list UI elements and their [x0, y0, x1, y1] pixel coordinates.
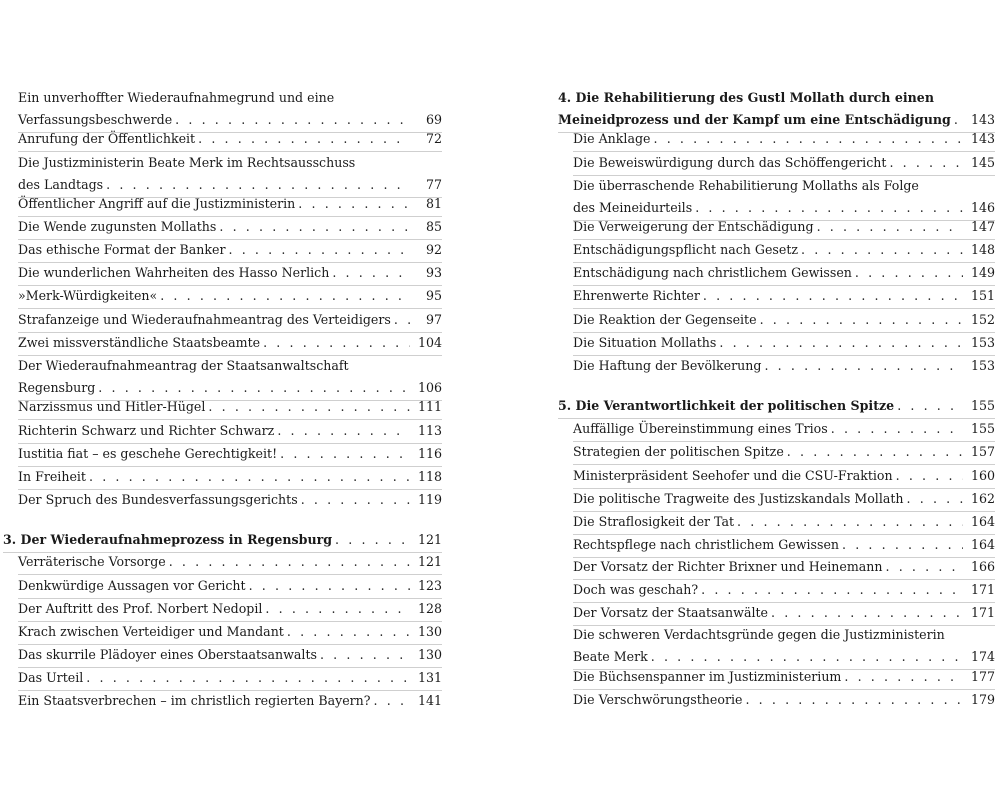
leader-dots	[737, 511, 963, 533]
page-number: 162	[970, 491, 995, 506]
page-number: 113	[417, 423, 442, 438]
leader-dots	[229, 239, 411, 261]
toc-entry[interactable]	[18, 644, 442, 666]
entry-title: Rechtspflege nach christlichem Gewissen	[573, 537, 840, 552]
entry-title: 5. Die Verantwortlichkeit der politischen Spitze	[558, 398, 895, 413]
page-number: 111	[417, 399, 442, 414]
page-number: 152	[970, 312, 995, 327]
page-number: 130	[417, 647, 442, 662]
page-number: 69	[425, 112, 442, 127]
page-number: 92	[425, 242, 442, 257]
leader-dots	[280, 443, 410, 465]
leader-dots	[801, 239, 963, 261]
entry-title: Anrufung der Öffentlichkeit	[18, 131, 196, 146]
entry-title: Die politische Tragweite des Justizskandals Mollath	[573, 491, 904, 506]
toc-entry[interactable]	[573, 666, 995, 688]
entry-title: Entschädigung nach christlichem Gewissen	[573, 265, 852, 280]
leader-dots	[787, 441, 963, 463]
entry-title: Iustitia fiat – es geschehe Gerechtigkeit!	[18, 446, 278, 461]
entry-title: Entschädigungspflicht nach Gesetz	[573, 242, 799, 257]
page-number: 155	[970, 421, 995, 436]
page-number: 151	[970, 288, 995, 303]
leader-dots	[263, 332, 410, 354]
entry-title: Doch was geschah?	[573, 582, 699, 597]
leader-dots	[907, 488, 963, 510]
entry-title: Ein unverhoffter Wiederaufnahmegrund und eine	[18, 90, 335, 105]
page-number: 157	[970, 444, 995, 459]
toc-entry[interactable]	[18, 420, 442, 442]
entry-title: Der Auftritt des Prof. Norbert Nedopil	[18, 601, 263, 616]
toc-entry[interactable]	[18, 193, 442, 215]
entry-title: In Freiheit	[18, 469, 86, 484]
toc-entry[interactable]	[18, 551, 442, 573]
leader-dots	[249, 575, 410, 597]
toc-entry[interactable]	[573, 309, 995, 331]
toc-chapter-entry[interactable]	[558, 395, 995, 417]
toc-entry[interactable]	[573, 534, 995, 556]
page-number: 130	[417, 624, 442, 639]
entry-title: Beate Merk	[573, 649, 648, 664]
entry-title: Richterin Schwarz und Richter Schwarz	[18, 423, 275, 438]
page-number: 153	[970, 358, 995, 373]
page-number: 81	[425, 196, 442, 211]
leader-dots	[817, 216, 963, 238]
page-number: 164	[970, 514, 995, 529]
page-number: 93	[425, 265, 442, 280]
entry-title: Strafanzeige und Wiederaufnahmeantrag des Verteidigers	[18, 312, 391, 327]
entry-title: Das skurrile Plädoyer eines Oberstaatsanwalts	[18, 647, 317, 662]
leader-dots	[332, 262, 410, 284]
toc-entry[interactable]	[18, 128, 442, 150]
entry-title: Krach zwischen Verteidiger und Mandant	[18, 624, 284, 639]
leader-dots	[86, 667, 410, 689]
entry-title: Ehrenwerte Richter	[573, 288, 700, 303]
leader-dots	[842, 534, 963, 556]
leader-dots	[703, 285, 963, 307]
toc-chapter-entry[interactable]	[558, 87, 995, 131]
entry-title: Der Vorsatz der Richter Brixner und Heinemann	[573, 559, 883, 574]
entry-title: »Merk-Würdigkeiten«	[18, 288, 158, 303]
entry-title: 4. Die Rehabilitierung des Gustl Mollath durch einen	[558, 90, 934, 105]
toc-entry[interactable]	[18, 355, 442, 399]
toc-entry[interactable]	[573, 285, 995, 307]
page-number: 77	[425, 177, 442, 192]
leader-dots	[760, 309, 963, 331]
entry-title: Der Vorsatz der Staatsanwälte	[573, 605, 768, 620]
entry-title: Narzissmus und Hitler-Hügel	[18, 399, 206, 414]
entry-title: des Landtags	[18, 177, 104, 192]
leader-dots	[374, 690, 410, 712]
toc-entry[interactable]	[18, 216, 442, 238]
leader-dots	[208, 396, 410, 418]
toc-entry[interactable]	[573, 488, 995, 510]
toc-entry[interactable]	[573, 624, 995, 668]
toc-entry[interactable]	[573, 216, 995, 238]
entry-title: Strategien der politischen Spitze	[573, 444, 784, 459]
entry-title: Meineidprozess und der Kampf um eine Entschädigung	[558, 112, 951, 127]
page-number: 85	[425, 219, 442, 234]
leader-dots	[298, 193, 410, 215]
toc-entry[interactable]	[573, 239, 995, 261]
toc-entry[interactable]	[573, 152, 995, 174]
entry-title: Die Situation Mollaths	[573, 335, 717, 350]
entry-title: des Meineidurteils	[573, 200, 693, 215]
entry-title: Die wunderlichen Wahrheiten des Hasso Nerlich	[18, 265, 330, 280]
entry-title: Zwei missverständliche Staatsbeamte	[18, 335, 261, 350]
entry-title: Die Straflosigkeit der Tat	[573, 514, 735, 529]
leader-dots	[889, 152, 963, 174]
entry-title: Öffentlicher Angriff auf die Justizministerin	[18, 196, 296, 211]
toc-entry[interactable]	[573, 556, 995, 578]
leader-dots	[831, 418, 963, 440]
page-number: 155	[970, 398, 995, 413]
leader-dots	[277, 420, 410, 442]
page-number: 106	[417, 380, 442, 395]
toc-entry[interactable]	[18, 489, 442, 511]
page-number: 145	[970, 155, 995, 170]
toc-entry[interactable]	[18, 239, 442, 261]
entry-title: Die Beweiswürdigung durch das Schöffengericht	[573, 155, 887, 170]
page-number: 146	[970, 200, 995, 215]
toc-chapter-entry[interactable]	[3, 529, 442, 551]
toc-entry[interactable]	[18, 466, 442, 488]
toc-entry[interactable]	[18, 667, 442, 689]
leader-dots	[897, 395, 963, 417]
page-number: 148	[970, 242, 995, 257]
page-number: 72	[425, 131, 442, 146]
entry-title: Die Verweigerung der Entschädigung	[573, 219, 814, 234]
page-number: 171	[970, 605, 995, 620]
leader-dots	[745, 689, 963, 711]
entry-title: Verräterische Vorsorge	[18, 554, 166, 569]
leader-dots	[844, 666, 963, 688]
toc-entry[interactable]	[573, 441, 995, 463]
entry-title: Die Haftung der Bevölkerung	[573, 358, 762, 373]
toc-entry[interactable]	[573, 465, 995, 487]
page-number: 166	[970, 559, 995, 574]
page-number: 121	[417, 532, 442, 547]
leader-dots	[855, 262, 963, 284]
leader-dots	[896, 465, 963, 487]
entry-title: Denkwürdige Aussagen vor Gericht	[18, 578, 246, 593]
leader-dots	[335, 529, 410, 551]
page-number: 104	[417, 335, 442, 350]
toc-entry[interactable]	[573, 355, 995, 377]
page-number: 179	[970, 692, 995, 707]
toc-entry[interactable]	[18, 87, 442, 131]
entry-title: Die schweren Verdachtsgründe gegen die Justizministerin	[573, 627, 945, 642]
toc-entry[interactable]	[573, 418, 995, 440]
toc-entry[interactable]	[18, 443, 442, 465]
page-number: 116	[417, 446, 442, 461]
toc-entry[interactable]	[18, 332, 442, 354]
page-number: 118	[417, 469, 442, 484]
leader-dots	[719, 332, 963, 354]
toc-entry[interactable]	[18, 690, 442, 712]
toc-entry[interactable]	[573, 332, 995, 354]
page-number: 119	[417, 492, 442, 507]
entry-title: Die Verschwörungstheorie	[573, 692, 743, 707]
toc-entry[interactable]	[18, 575, 442, 597]
page-number: 174	[970, 649, 995, 664]
entry-title: 3. Der Wiederaufnahmeprozess in Regensburg	[3, 532, 333, 547]
entry-title: Die Wende zugunsten Mollaths	[18, 219, 217, 234]
entry-title: Ein Staatsverbrechen – im christlich regierten Bayern?	[18, 693, 371, 708]
page-number: 121	[417, 554, 442, 569]
toc-entry[interactable]	[573, 262, 995, 284]
leader-dots	[198, 128, 410, 150]
leader-dots	[653, 128, 963, 150]
toc-entry[interactable]	[573, 128, 995, 150]
toc-entry[interactable]	[18, 396, 442, 418]
leader-dots	[287, 621, 410, 643]
leader-dots	[301, 489, 410, 511]
page-number: 177	[970, 669, 995, 684]
page-number: 123	[417, 578, 442, 593]
leader-dots	[764, 355, 963, 377]
entry-title: Der Wiederaufnahmeantrag der Staatsanwaltschaft	[18, 358, 349, 373]
toc-entry[interactable]	[573, 175, 995, 219]
page-number: 128	[417, 601, 442, 616]
leader-dots	[265, 598, 410, 620]
toc-entry[interactable]	[18, 152, 442, 196]
entry-title: Die Reaktion der Gegenseite	[573, 312, 757, 327]
entry-title: Die Justizministerin Beate Merk im Rechtsausschuss	[18, 155, 356, 170]
page-number: 149	[970, 265, 995, 280]
leader-dots	[701, 579, 963, 601]
toc-entry[interactable]	[573, 511, 995, 533]
leader-dots	[651, 646, 963, 668]
leader-dots	[160, 285, 410, 307]
leader-dots	[320, 644, 410, 666]
toc-entry[interactable]	[573, 579, 995, 601]
page-number: 153	[970, 335, 995, 350]
leader-dots	[886, 556, 963, 578]
toc-entry[interactable]	[573, 689, 995, 711]
leader-dots	[771, 602, 963, 624]
page-number: 143	[970, 131, 995, 146]
toc-entry[interactable]	[18, 262, 442, 284]
leader-dots	[394, 309, 410, 331]
entry-title: Das ethische Format der Banker	[18, 242, 226, 257]
page-number: 143	[970, 112, 995, 127]
entry-title: Die überraschende Rehabilitierung Mollaths als Folge	[573, 178, 919, 193]
toc-entry[interactable]	[18, 309, 442, 331]
page-number: 131	[417, 670, 442, 685]
page-number: 171	[970, 582, 995, 597]
toc-entry[interactable]	[18, 598, 442, 620]
entry-title: Auffällige Übereinstimmung eines Trios	[573, 421, 828, 436]
page-number: 160	[970, 468, 995, 483]
page-number: 164	[970, 537, 995, 552]
page-number: 147	[970, 219, 995, 234]
entry-title: Die Anklage	[573, 131, 651, 146]
entry-title: Verfassungsbeschwerde	[18, 112, 173, 127]
toc-entry[interactable]	[18, 285, 442, 307]
page-number: 97	[425, 312, 442, 327]
page-number: 141	[417, 693, 442, 708]
entry-title: Der Spruch des Bundesverfassungsgerichts	[18, 492, 298, 507]
toc-entry[interactable]	[573, 602, 995, 624]
entry-title: Die Büchsenspanner im Justizministerium	[573, 669, 842, 684]
entry-title: Regensburg	[18, 380, 96, 395]
leader-dots	[169, 551, 410, 573]
leader-dots	[89, 466, 410, 488]
toc-entry[interactable]	[18, 621, 442, 643]
entry-title: Das Urteil	[18, 670, 84, 685]
page-number: 95	[425, 288, 442, 303]
entry-title: Ministerpräsident Seehofer und die CSU-Fraktion	[573, 468, 893, 483]
leader-dots	[219, 216, 410, 238]
